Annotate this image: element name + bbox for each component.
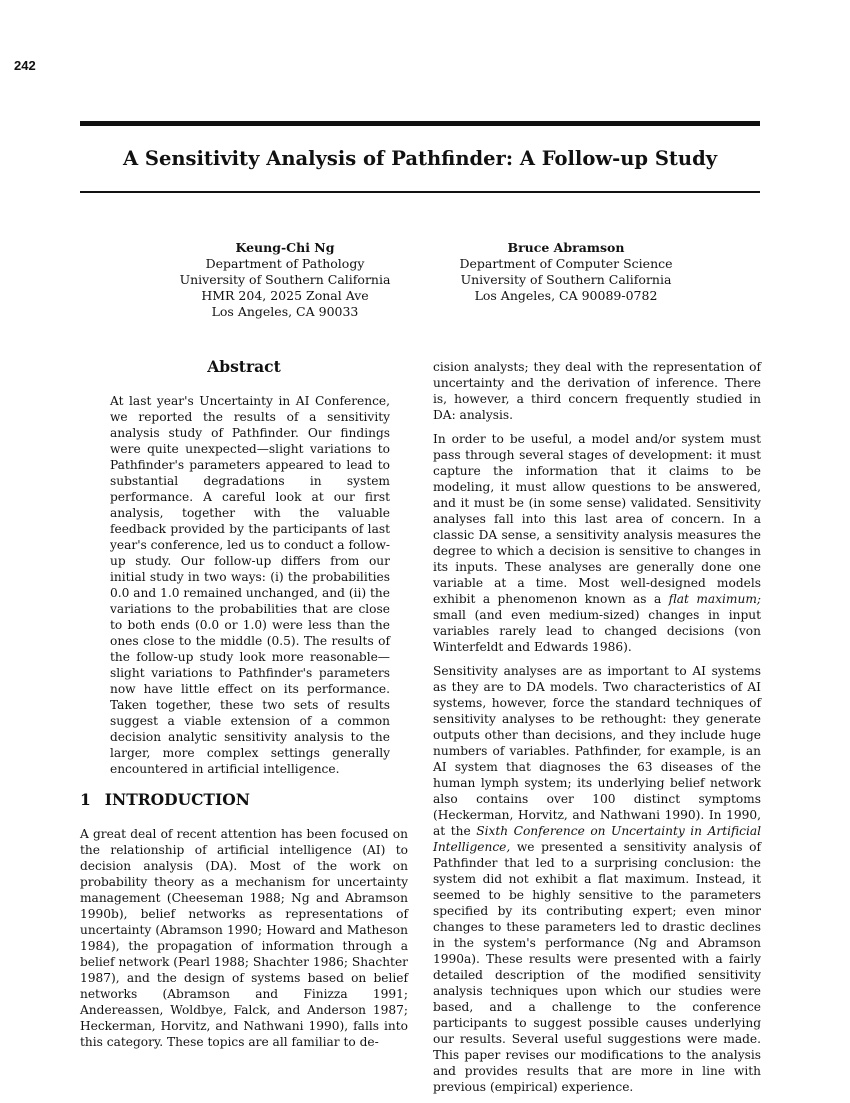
author-name: Keung-Chi Ng [235,240,335,255]
intro-paragraph: A great deal of recent attention has been focused on the relationship of artificial intelligence (AI) to decision analysis (DA). Most of the work on probability theory as a mechanism for uncertainty management (Cheeseman 1988; Ng and Abramson 1990b), belief networks as representations of uncertainty (Abramson 1990; Howard and Matheson 1984), the propagation of information through a belief network (Pearl 1988; Shachter 1986; Shachter 1987), and the design of systems based on belief networks (Abramson and Finizza 1991; Andereassen, Woldbye, Falck, and Anderson 1987; Heckerman, Horvitz, and Nathwani 1990), falls into this category. These topics are all familiar to de- [80,827,408,1049]
author-department: Department of Computer Science [459,256,673,271]
paragraph-ai-systems: Sensitivity analyses are as important to AI systems as they are to DA models. Two characteristics of AI systems, however, force the standard techniques of sensitivity analyses to be rethought: they generate outputs other than decisions, and they include huge numbers of variables. Pathfinder, for example, is an AI system that diagnoses the 63 diseases of the human lymph system; its underlying belief network also contains over 100 distinct symptoms (Heckerman, Horvitz, and Nathwani 1990). In 1990, at the Sixth Conference on Uncertainty in Artificial Intelligence, we presented a sensitivity analysis of Pathfinder that led to a surprising conclusion: the system did not exhibit a flat maximum. Instead, it seemed to be highly sensitive to the parameters specified by its contributing expert; even minor changes to these parameters led to drastic declines in the system's performance (Ng and Abramson 1990a). These results were presented with a fairly detailed description of the modified sensitivity analysis techniques upon which our studies were based, and a challenge to the conference participants to suggest possible causes underlying our results. Several useful suggestions were made. This paper revises our modifications to the analysis and provides results that are more in line with previous (empirical) experience. [433,664,762,1094]
emphasis-conference: Sixth Conference on Uncertainty in Artificial Intelligence, [433,824,762,854]
section-heading [80,790,250,809]
section-title: INTRODUCTION [104,790,250,809]
emphasis-flat-maximum: flat maximum; [668,592,761,606]
author-address: HMR 204, 2025 Zonal Ave [201,288,369,303]
section-number: 1 [80,790,91,809]
author-block-2 [436,240,696,304]
author-university: University of Southern California [460,272,672,287]
paragraph-continuation: cision analysts; they deal with the representation of uncertainty and the derivation of inference. There is, however, a third concern frequently studied in DA: analysis. [433,360,761,422]
paragraph-sensitivity: In order to be useful, a model and/or system must pass through several stages of development: it must capture the information that it claims to be modeling, it must allow questions to be answered, and it must be (in some sense) validated. Sensitivity analyses fall into this last area of concern. In a classic DA sense, a sensitivity analysis measures the degree to which a decision is sensitive to changes in its inputs. These analyses are generally done one variable at a time. Most well-designed models exhibit a phenomenon known as a flat maximum; small (and even medium-sized) changes in input variables rarely lead to changed decisions (von Winterfeldt and Edwards 1986). [433,432,761,654]
abstract-heading: Abstract [207,357,281,376]
author-name: Bruce Abramson [507,240,625,255]
author-block-1 [155,240,415,320]
author-city: Los Angeles, CA 90033 [211,304,359,319]
right-column [433,359,761,1103]
abstract-body [110,393,390,777]
author-department: Department of Pathology [205,256,365,271]
author-address: Los Angeles, CA 90089-0782 [474,288,658,303]
author-university: University of Southern California [179,272,391,287]
title-rule-bottom [80,191,760,193]
page-number: 242 [14,58,36,73]
abstract-text: At last year's Uncertainty in AI Conference, we reported the results of a sensitivity analysis study of Pathfinder. Our findings were quite unexpected—slight variations to Pathfinder's parameters appeared to lead to substantial degradations in system performance. A careful look at our first analysis, together with the valuable feedback provided by the participants of last year's conference, led us to conduct a follow-up study. Our follow-up differs from our initial study in two ways: (i) the probabilities 0.0 and 1.0 remained unchanged, and (ii) the variations to the probabilities that are close to both ends (0.0 or 1.0) were less than the ones close to the middle (0.5). The results of the follow-up study look more reasonable—slight variations to Pathfinder's parameters now have little effect on its performance. Taken together, these two sets of results suggest a viable extension of a common decision analytic sensitivity analysis to the larger, more complex settings generally encountered in artificial intelligence. [110,394,390,776]
title-rule-top [80,121,760,126]
paper-title: A Sensitivity Analysis of Pathfinder: A Follow-up Study [122,147,718,170]
